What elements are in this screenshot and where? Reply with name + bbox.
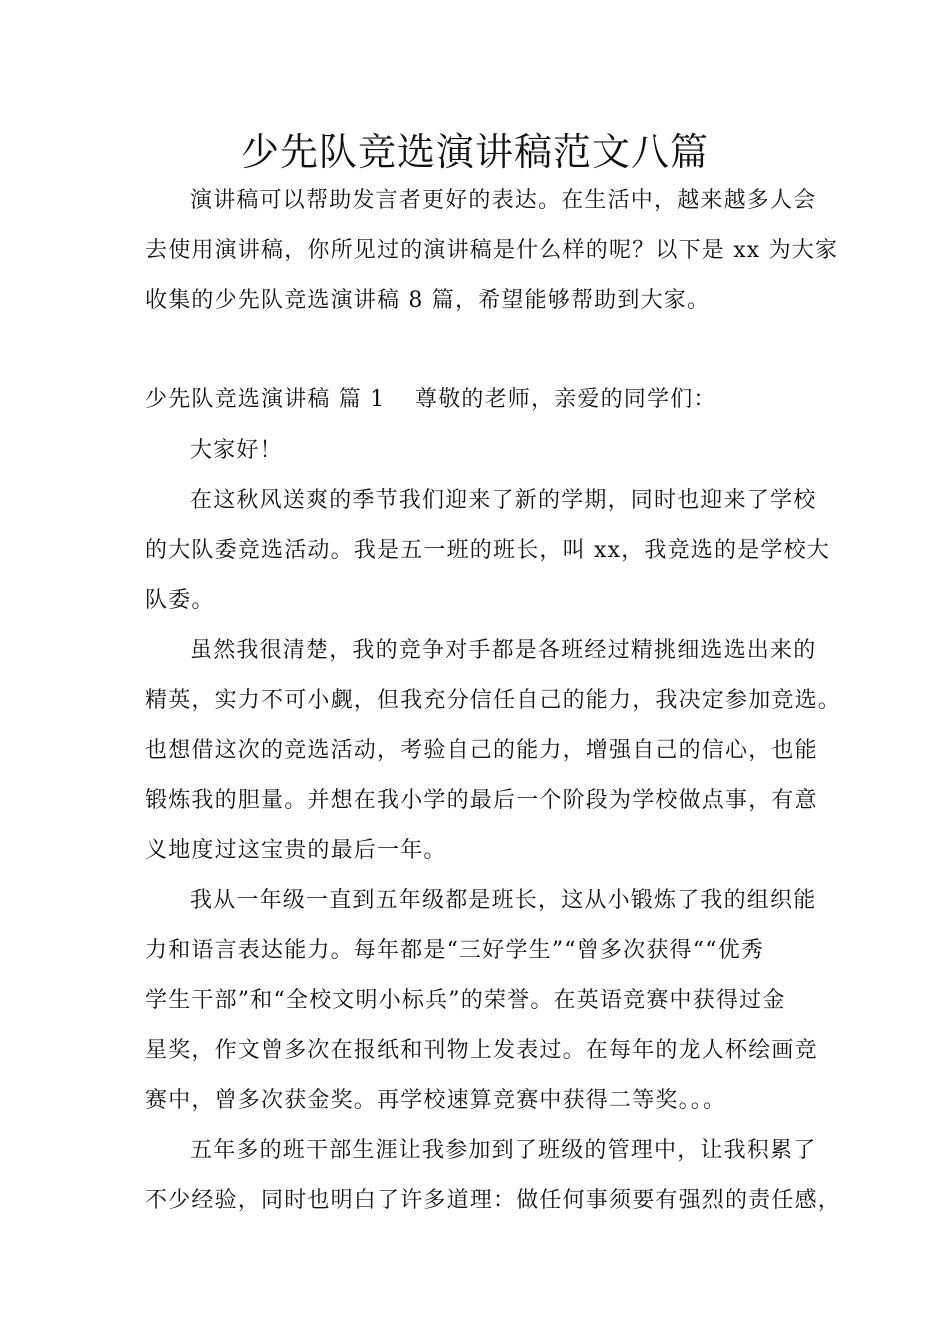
- body-line: 学生干部”和“全校文明小标兵”的荣誉。在英语竞赛中获得过金: [145, 988, 786, 1013]
- body-line: 不少经验，同时也明白了许多道理：做任何事须要有强烈的责任感，: [145, 1188, 842, 1213]
- section-label: 少先队竞选演讲稿 篇 1: [145, 387, 386, 412]
- intro-line-3: 收集的少先队竞选演讲稿 8 篇，希望能够帮助到大家。: [145, 288, 711, 313]
- body-line: 我从一年级一直到五年级都是班长，这从小锻炼了我的组织能: [190, 888, 817, 913]
- body-line: 星奖，作文曾多次在报纸和刊物上发表过。在每年的龙人杯绘画竞: [145, 1038, 818, 1063]
- section-heading: [145, 385, 825, 415]
- body-line: 赛中，曾多次获金奖。再学校速算竞赛中获得二等奖。。。: [145, 1088, 727, 1113]
- body-line: 虽然我很清楚，我的竞争对手都是各班经过精挑细选选出来的: [190, 638, 817, 663]
- intro-line-2: 去使用演讲稿，你所见过的演讲稿是什么样的呢？以下是 xx 为大家: [145, 238, 839, 263]
- body-line: 义地度过这宝贵的最后一年。: [145, 838, 447, 863]
- body-line: 的大队委竞选活动。我是五一班的班长，叫 xx，我竞选的是学校大: [145, 538, 831, 563]
- body-line: 也想借这次的竞选活动，考验自己的能力，增强自己的信心，也能: [145, 738, 818, 763]
- body-line: 在这秋风送爽的季节我们迎来了新的学期，同时也迎来了学校: [190, 488, 817, 513]
- intro-line-1: 演讲稿可以帮助发言者更好的表达。在生活中，越来越多人会: [190, 188, 817, 213]
- body-line: 队委。: [145, 588, 215, 613]
- document-title: 少先队竞选演讲稿范文八篇: [240, 130, 709, 174]
- body-line: 精英，实力不可小觑，但我充分信任自己的能力，我决定参加竞选。: [145, 688, 842, 713]
- body-line: 锻炼我的胆量。并想在我小学的最后一个阶段为学校做点事，有意: [145, 788, 818, 813]
- salutation: 尊敬的老师，亲爱的同学们：: [415, 387, 717, 412]
- body-line: 力和语言表达能力。每年都是“三好学生”“曾多次获得““优秀: [145, 938, 765, 963]
- body-line: 五年多的班干部生涯让我参加到了班级的管理中，让我积累了: [190, 1138, 817, 1163]
- body-line: 大家好！: [190, 438, 283, 463]
